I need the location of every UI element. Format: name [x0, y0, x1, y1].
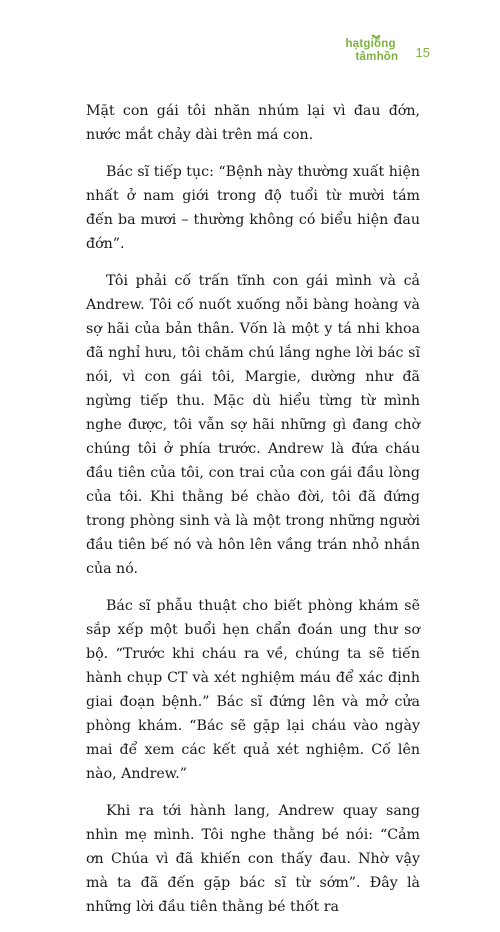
page-number: 15 — [415, 45, 430, 60]
paragraph: Bác sĩ phẫu thuật cho biết phòng khám sẽ sắp xếp một buổi hẹn chẩn đoán ung thư sơ bộ. “Trước khi cháu ra về, chúng ta sẽ tiến hành chụp CT và xét nghiệm máu để xác định giai đoạn bệnh.” Bác sĩ đứng lên và mở cửa phòng khám. “Bác sẽ gặp lại cháu vào ngày mai để xem các kết quả xét nghiệm. Cố lên nào, Andrew.” — [86, 598, 420, 782]
brand-name-line2: tâmhồn — [355, 51, 399, 63]
paragraph: Bác sĩ tiếp tục: “Bệnh này thường xuất hiện nhất ở nam giới trong độ tuổi từ mười tám đến ba mươi – thường không có biểu hiện đau đớn”. — [86, 164, 420, 252]
body-text — [86, 99, 420, 932]
paragraph: Khi ra tới hành lang, Andrew quay sang nhìn mẹ mình. Tôi nghe thằng bé nói: “Cảm ơn Chúa vì đã khiến con thấy đau. Nhờ vậy mà ta đã đến gặp bác sĩ từ sớm”. Đây là những lời đầu tiên thằng bé thốt ra — [86, 803, 420, 915]
paragraph: Mặt con gái tôi nhăn nhúm lại vì đau đớn, nước mắt chảy dài trên má con. — [86, 103, 420, 143]
brand-name-line1: hạtgiống — [345, 38, 396, 50]
page-header — [346, 34, 430, 64]
brand-logo — [346, 34, 406, 64]
paragraph: Tôi phải cố trấn tĩnh con gái mình và cả Andrew. Tôi cố nuốt xuống nỗi bàng hoàng và sợ hãi của bản thân. Vốn là một y tá nhi khoa đã nghỉ hưu, tôi chăm chú lắng nghe lời bác sĩ nói, vì con gái tôi, Margie, dường như đã ngừng tiếp thu. Mặc dù hiểu từng từ mình nghe được, tôi vẫn sợ hãi những gì đang chờ chúng tôi ở phía trước. Andrew là đứa cháu đầu tiên của tôi, con trai của con gái đầu lòng của tôi. Khi thằng bé chào đời, tôi đã đứng trong phòng sinh và là một trong những người đầu tiên bế nó và hôn lên vầng trán nhỏ nhắn của nó. — [86, 273, 420, 577]
